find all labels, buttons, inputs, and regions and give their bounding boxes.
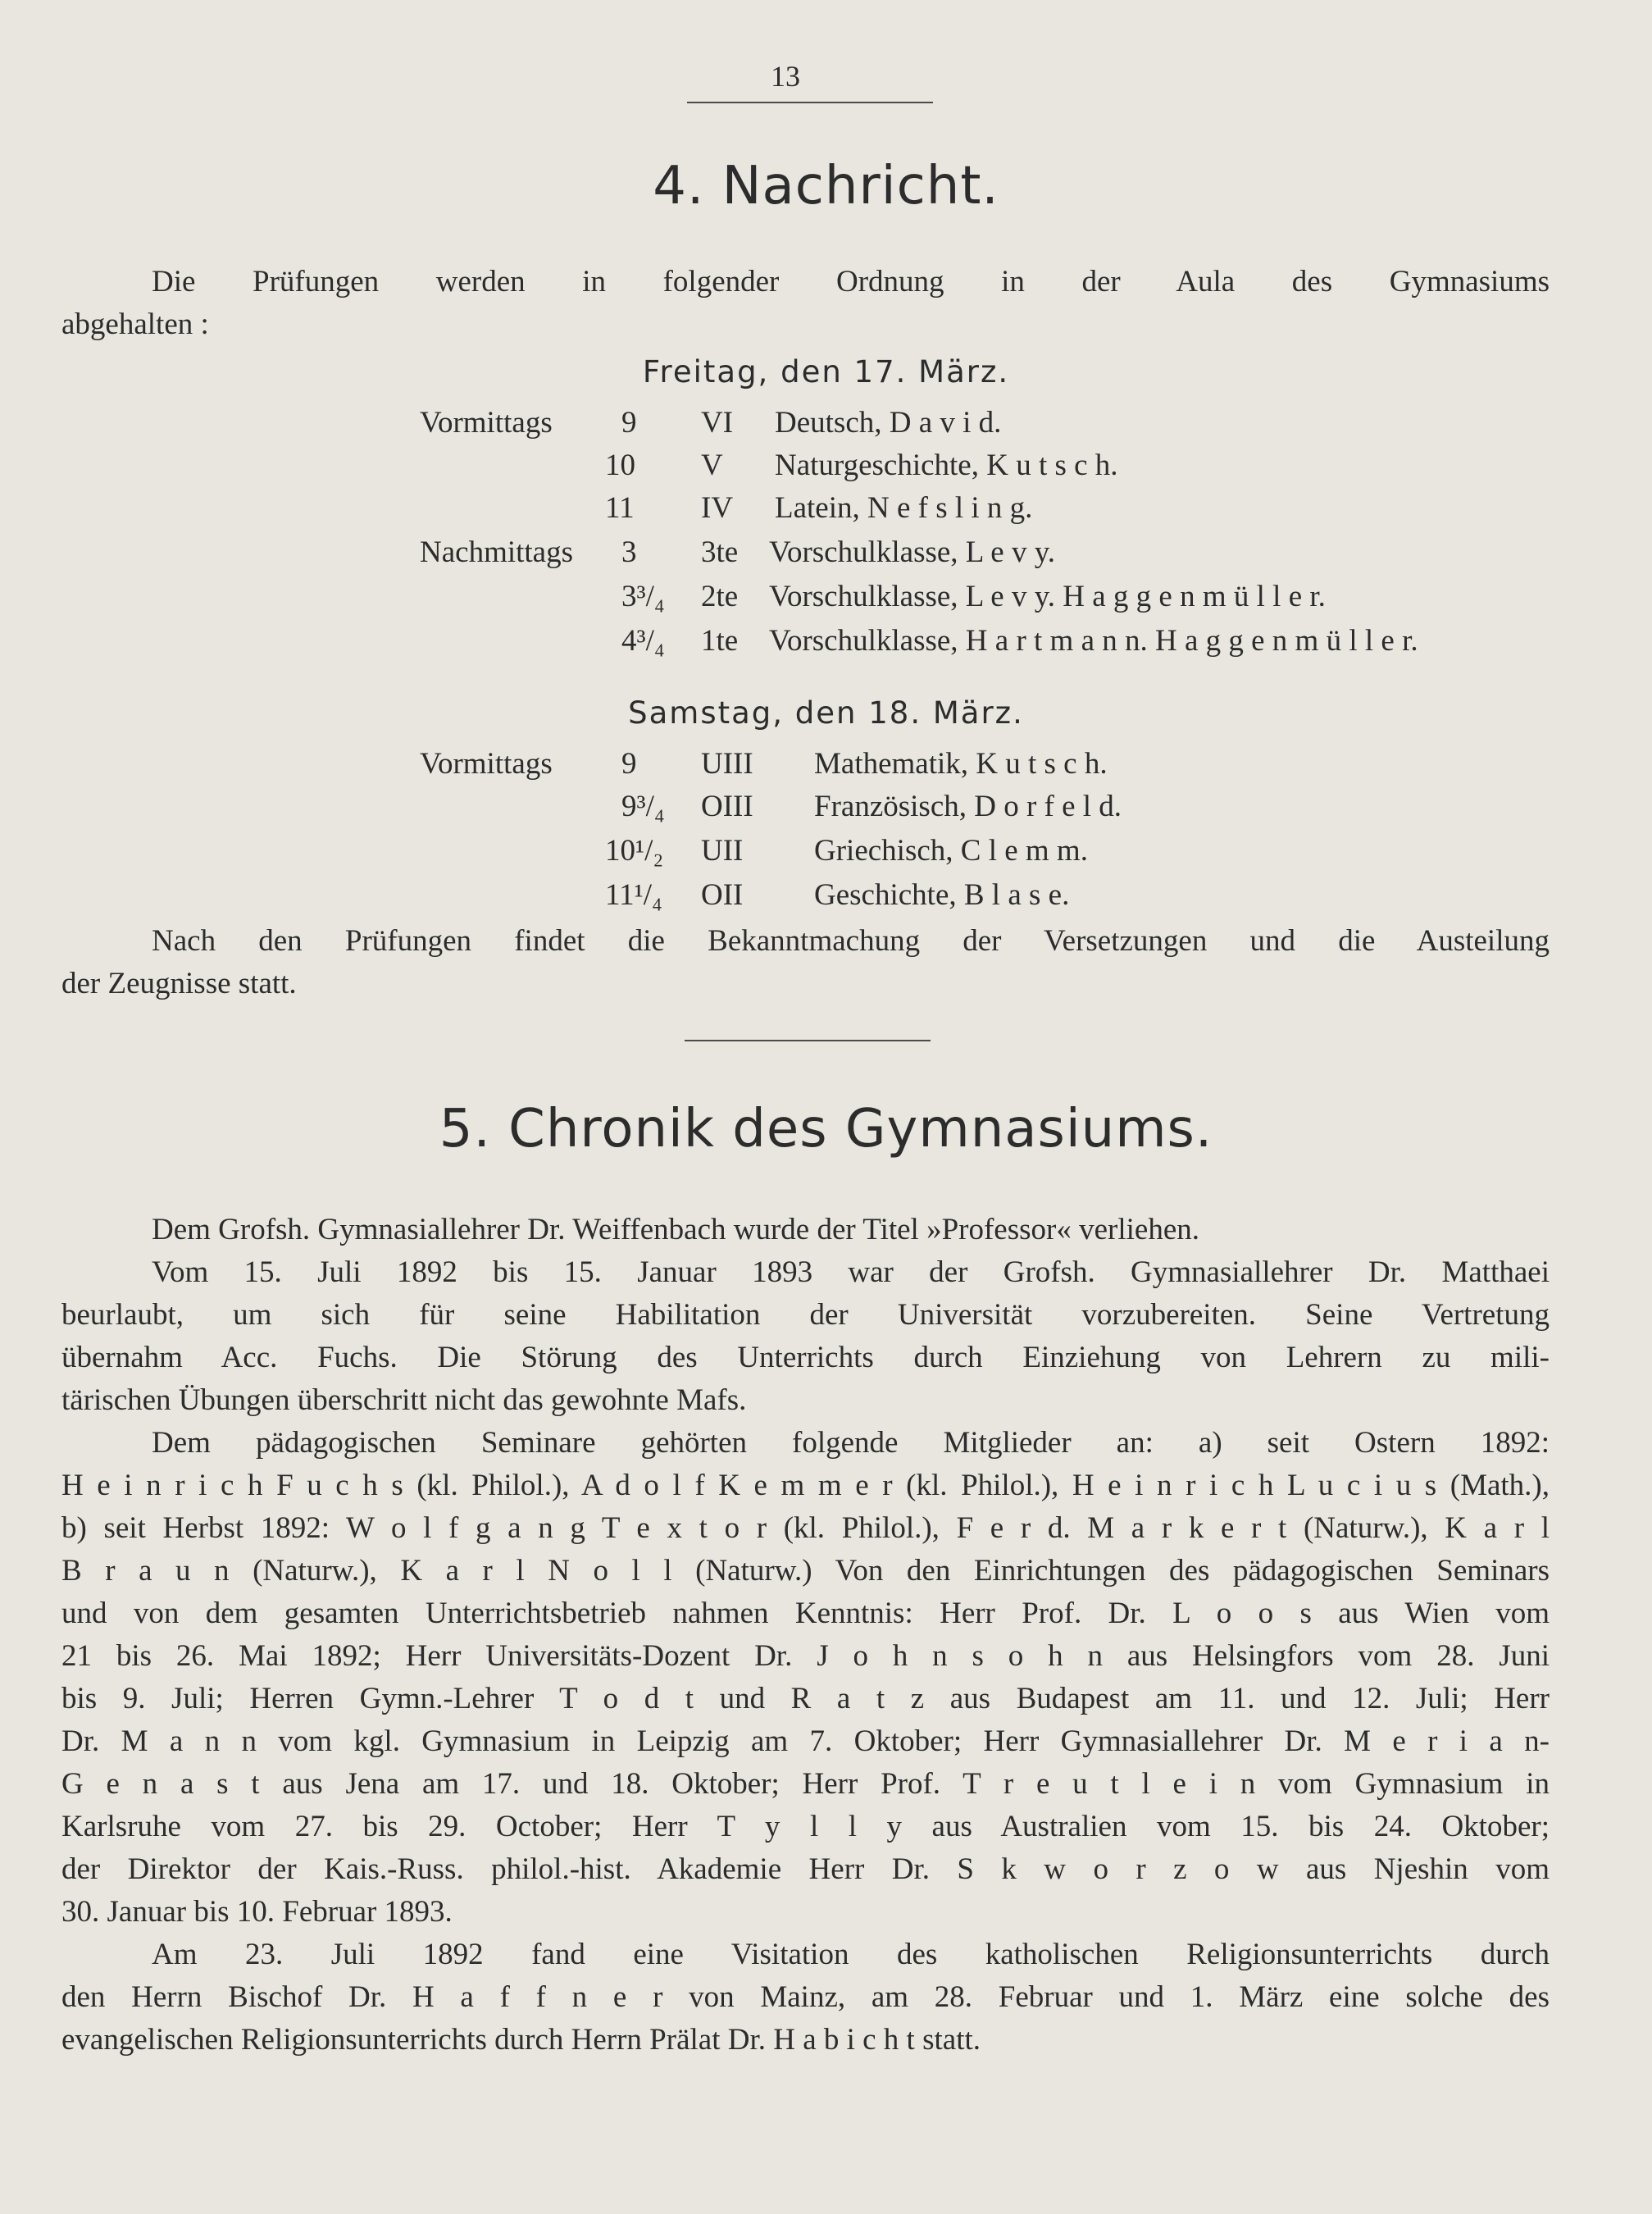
header-rule: [687, 102, 933, 103]
schedule-class: 2te: [701, 580, 739, 613]
schedule-period: Vormittags: [420, 406, 553, 440]
schedule-class: OIII: [701, 790, 753, 823]
schedule-class: 1te: [701, 624, 739, 658]
schedule-period: Nachmittags: [420, 535, 574, 569]
schedule-subject: Vorschulklasse, L e v y. H a g g e n m ü l l e r.: [769, 580, 1326, 613]
schedule-time: 10¹/₂: [605, 834, 664, 868]
schedule-time: 3³/₄: [621, 580, 665, 613]
intro-line: Die Prüfungen werden in folgender Ordnung in der Aula des Gymnasiums: [152, 265, 1550, 298]
section-divider: [685, 1040, 931, 1041]
chronik-line: und von dem gesamten Unterrichtsbetrieb nahmen Kenntnis: Herr Prof. Dr. L o o s aus Wien vom: [61, 1597, 1550, 1630]
section4-title: 4. Nachricht.: [653, 156, 999, 216]
schedule-subject: Naturgeschichte, K u t s c h.: [775, 449, 1118, 482]
schedule-class: IV: [701, 491, 734, 525]
schedule-time: 9: [621, 406, 637, 440]
chronik-line: 21 bis 26. Mai 1892; Herr Universitäts-Dozent Dr. J o h n s o h n aus Helsingfors vom 28. Juni: [61, 1639, 1550, 1673]
chronik-line: Dem Grofsh. Gymnasiallehrer Dr. Weiffenbach wurde der Titel »Professor« verliehen.: [152, 1213, 1199, 1246]
chronik-line: b) seit Herbst 1892: W o l f g a n g T e x t o r (kl. Philol.), F e r d. M a r k e r t (Naturw.), K a r l: [61, 1511, 1550, 1545]
schedule-subject: Mathematik, K u t s c h.: [814, 747, 1108, 781]
schedule-time: 9³/₄: [621, 790, 665, 823]
chronik-line: bis 9. Juli; Herren Gymn.-Lehrer T o d t und R a t z aus Budapest am 11. und 12. Juli; Herr: [61, 1682, 1550, 1715]
chronik-line: Karlsruhe vom 27. bis 29. October; Herr T y l l y aus Australien vom 15. bis 24. Oktober;: [61, 1810, 1550, 1843]
schedule-subject: Französisch, D o r f e l d.: [814, 790, 1122, 823]
section4-closing: [61, 920, 1550, 1005]
schedule-class: OII: [701, 878, 744, 912]
chronik-line: 30. Januar bis 10. Februar 1893.: [61, 1895, 453, 1929]
schedule-class: UII: [701, 834, 744, 868]
schedule-subject: Deutsch, D a v i d.: [775, 406, 1002, 440]
schedule-time: 9: [621, 747, 637, 781]
chronik-line: Vom 15. Juli 1892 bis 15. Januar 1893 war der Grofsh. Gymnasiallehrer Dr. Matthaei: [152, 1255, 1550, 1289]
schedule-class: V: [701, 449, 723, 482]
schedule-time: 11: [605, 491, 635, 525]
section5-title: 5. Chronik des Gymnasiums.: [439, 1099, 1213, 1159]
schedule-time: 3: [621, 535, 637, 569]
schedule-subject: Griechisch, C l e m m.: [814, 834, 1088, 868]
schedule-time: 10: [605, 449, 635, 482]
schedule-class: VI: [701, 406, 734, 440]
day2-heading: Samstag, den 18. März.: [628, 695, 1024, 731]
schedule-class: UIII: [701, 747, 753, 781]
schedule-subject: Geschichte, B l a s e.: [814, 878, 1070, 912]
chronik-line: den Herrn Bischof Dr. H a f f n e r von Mainz, am 28. Februar und 1. März eine solche des: [61, 1980, 1550, 2014]
schedule-subject: Vorschulklasse, H a r t m a n n. H a g g e n m ü l l e r.: [769, 624, 1418, 658]
intro-line: abgehalten :: [61, 308, 209, 341]
chronik-line: Dr. M a n n vom kgl. Gymnasium in Leipzig am 7. Oktober; Herr Gymnasiallehrer Dr. M e r i a n-: [61, 1724, 1550, 1758]
chronik-line: Dem pädagogischen Seminare gehörten folgende Mitglieder an: a) seit Ostern 1892:: [152, 1426, 1550, 1460]
chronik-line: übernahm Acc. Fuchs. Die Störung des Unterrichts durch Einziehung von Lehrern zu mili-: [61, 1341, 1550, 1374]
chronik-line: der Direktor der Kais.-Russ. philol.-hist. Akademie Herr Dr. S k w o r z o w aus Njeshin vom: [61, 1852, 1550, 1886]
schedule-period: Vormittags: [420, 747, 553, 781]
chronik-line: beurlaubt, um sich für seine Habilitation der Universität vorzubereiten. Seine Vertretung: [61, 1298, 1550, 1332]
schedule-time: 11¹/₄: [605, 878, 662, 912]
schedule-class: 3te: [701, 535, 739, 569]
chronik-line: B r a u n (Naturw.), K a r l N o l l (Naturw.) Von den Einrichtungen des pädagogischen Seminars: [61, 1554, 1550, 1588]
schedule-time: 4³/₄: [621, 624, 665, 658]
closing-line: Nach den Prüfungen findet die Bekanntmachung der Versetzungen und die Austeilung: [152, 924, 1550, 958]
schedule-subject: Vorschulklasse, L e v y.: [769, 535, 1056, 569]
closing-line: der Zeugnisse statt.: [61, 967, 297, 1000]
section4-intro: [61, 261, 1550, 346]
day1-heading: Freitag, den 17. März.: [642, 354, 1010, 390]
chronik-line: H e i n r i c h F u c h s (kl. Philol.), A d o l f K e m m e r (kl. Philol.), H e i n r i c h L u c i u s (Math.),: [61, 1469, 1550, 1502]
page-number: 13: [771, 60, 800, 93]
section5-body: [61, 1209, 1550, 2061]
chronik-line: G e n a s t aus Jena am 17. und 18. Oktober; Herr Prof. T r e u t l e i n vom Gymnasium in: [61, 1767, 1550, 1801]
schedule-subject: Latein, N e f s l i n g.: [775, 491, 1033, 525]
chronik-line: tärischen Übungen überschritt nicht das gewohnte Mafs.: [61, 1383, 747, 1417]
chronik-line: evangelischen Religionsunterrichts durch Herrn Prälat Dr. H a b i c h t statt.: [61, 2023, 981, 2057]
chronik-line: Am 23. Juli 1892 fand eine Visitation des katholischen Religionsunterrichts durch: [152, 1938, 1550, 1971]
